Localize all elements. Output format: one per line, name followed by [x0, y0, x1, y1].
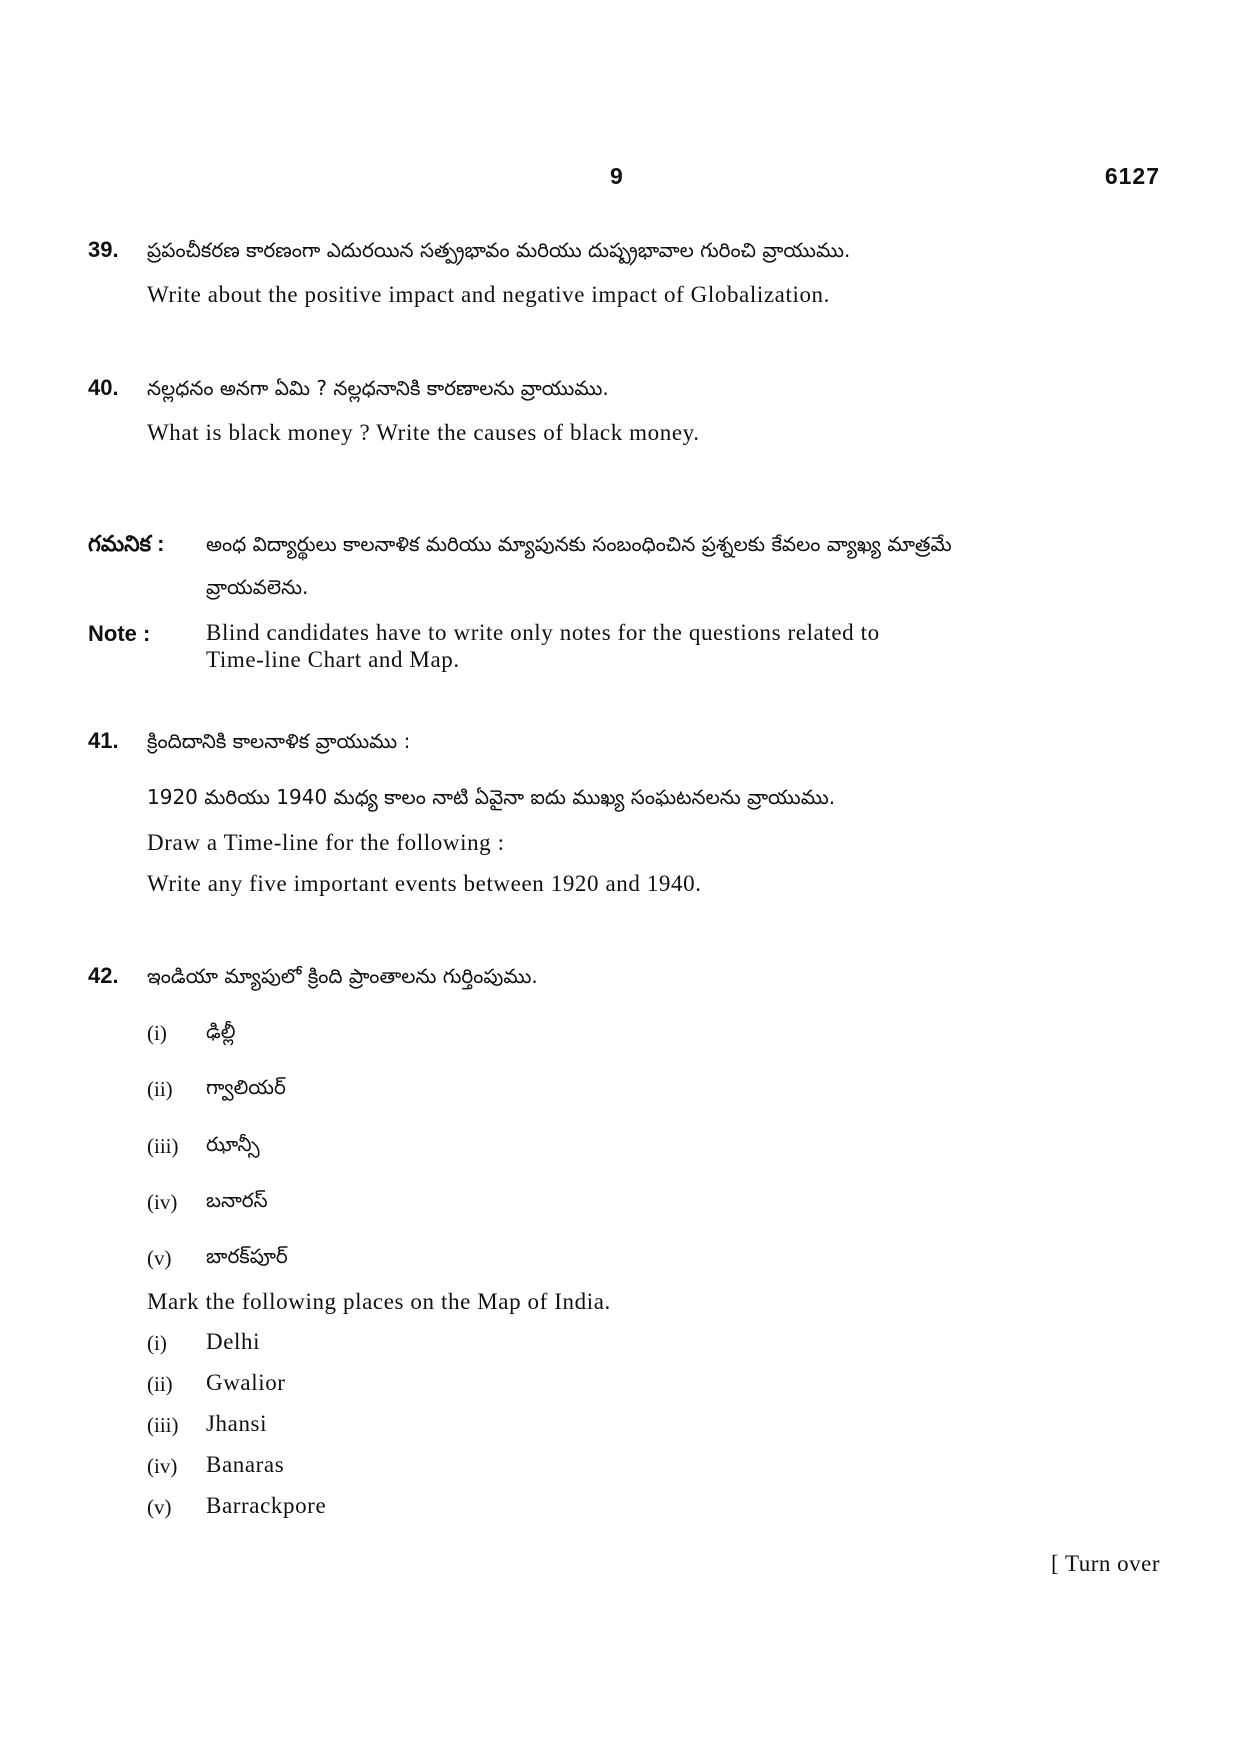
note-telugu-line-2: వ్రాయవలెను.: [206, 575, 309, 599]
question-42-telugu-heading: ఇండియా మ్యాపులో క్రింది ప్రాంతాలను గుర్తింపుము.: [147, 964, 538, 988]
english-item-roman: (iii): [147, 1413, 179, 1437]
english-item-roman: (i): [147, 1331, 167, 1355]
question-39-telugu: ప్రపంచీకరణ కారణంగా ఎదురయిన సత్ప్రభావం మరియు దుష్ప్రభావాల గురించి వ్రాయుము.: [147, 238, 851, 262]
question-39-number: 39.: [88, 237, 119, 262]
telugu-item-roman: (iii): [147, 1134, 179, 1158]
question-39-english: Write about the positive impact and negative impact of Globalization.: [147, 282, 830, 307]
note-telugu-label: గమనిక :: [88, 531, 165, 556]
question-40-english: What is black money ? Write the causes of black money.: [147, 420, 700, 445]
english-item-roman: (v): [147, 1495, 172, 1519]
english-item-place: Banaras: [206, 1452, 285, 1477]
telugu-item-place: బనారస్: [206, 1188, 268, 1212]
question-41-english-heading: Draw a Time-line for the following :: [147, 830, 505, 855]
note-english-line-2: Time-line Chart and Map.: [206, 647, 460, 672]
telugu-item-roman: (iv): [147, 1190, 178, 1214]
english-item-roman: (ii): [147, 1372, 173, 1396]
note-telugu-line-1: అంధ విద్యార్థులు కాలనాళిక మరియు మ్యాపునకు సంబంధించిన ప్రశ్నలకు కేవలం వ్యాఖ్య మాత్రమే: [206, 532, 952, 556]
page-number: 9: [610, 163, 623, 189]
paper-code: 6127: [1104, 163, 1160, 189]
telugu-item-place: బారక్‌పూర్: [206, 1244, 288, 1268]
turn-over-label: [ Turn over: [1050, 1551, 1160, 1576]
question-41-telugu-body: 1920 మరియు 1940 మధ్య కాలం నాటి ఏవైనా ఐదు ముఖ్య సంఘటనలను వ్రాయుము.: [147, 785, 836, 809]
question-41-number: 41.: [88, 728, 119, 753]
telugu-item-place: గ్వాలియర్: [206, 1075, 286, 1099]
telugu-item-roman: (v): [147, 1246, 172, 1270]
english-item-place: Gwalior: [206, 1370, 286, 1395]
english-item-place: Barrackpore: [206, 1493, 327, 1518]
question-40-number: 40.: [88, 375, 119, 400]
note-english-line-1: Blind candidates have to write only notes for the questions related to: [206, 620, 880, 645]
telugu-item-place: ఝాన్సీ: [206, 1132, 260, 1156]
english-item-place: Delhi: [206, 1329, 261, 1354]
question-40-telugu: నల్లధనం అనగా ఏమి ? నల్లధనానికి కారణాలను వ్రాయుము.: [147, 376, 609, 400]
telugu-item-roman: (i): [147, 1021, 167, 1045]
english-item-roman: (iv): [147, 1454, 178, 1478]
note-english-label: Note :: [88, 621, 151, 646]
question-41-english-body: Write any five important events between 1920 and 1940.: [147, 871, 702, 896]
telugu-item-place: ఢిల్లీ: [206, 1019, 236, 1043]
english-item-place: Jhansi: [206, 1411, 268, 1436]
question-42-english-heading: Mark the following places on the Map of India.: [147, 1289, 611, 1314]
telugu-item-roman: (ii): [147, 1077, 173, 1101]
question-42-number: 42.: [88, 963, 119, 988]
question-41-telugu-heading: క్రిందిదానికి కాలనాళిక వ్రాయుము :: [147, 729, 411, 753]
